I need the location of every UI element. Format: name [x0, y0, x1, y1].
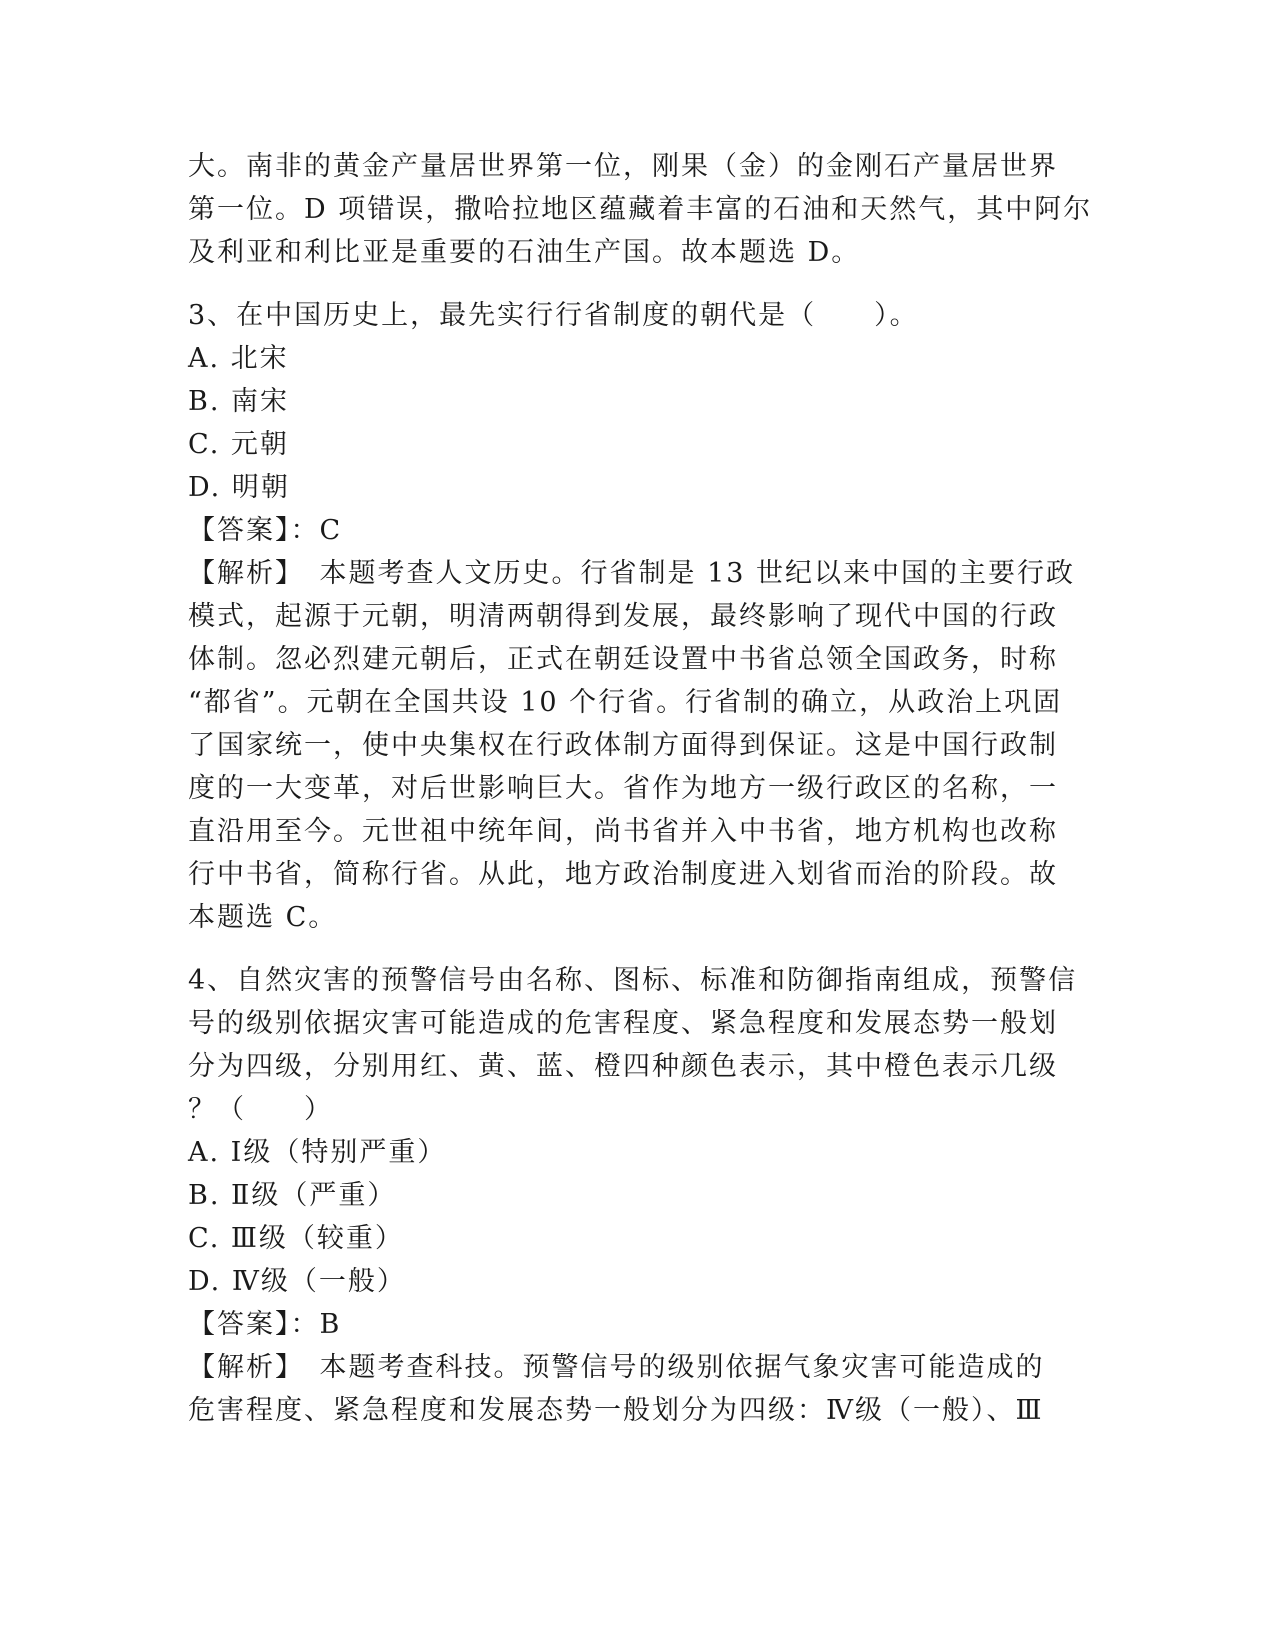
question-3-explanation-line: “都省”。元朝在全国共设 10 个行省。行省制的确立，从政治上巩固	[188, 687, 1063, 718]
question-4-explanation-line: 【解析】 本题考查科技。预警信号的级别依据气象灾害可能造成的	[188, 1352, 1045, 1383]
text-line: 及利亚和利比亚是重要的石油生产国。故本题选 D。	[188, 237, 861, 268]
question-3-explanation-line: 直沿用至今。元世祖中统年间，尚书省并入中书省，地方机构也改称	[188, 816, 1058, 847]
text-line: 大。南非的黄金产量居世界第一位，刚果（金）的金刚石产量居世界	[188, 151, 1058, 182]
question-4-text-line: 号的级别依据灾害可能造成的危害程度、紧急程度和发展态势一般划	[188, 1008, 1058, 1039]
question-3-explanation-line: 了国家统一，使中央集权在行政体制方面得到保证。这是中国行政制	[188, 730, 1058, 761]
question-3-option-d: D. 明朝	[188, 472, 290, 503]
question-4-text-line: ？（ ）	[188, 1094, 333, 1125]
question-3-explanation-line: 模式，起源于元朝，明清两朝得到发展，最终影响了现代中国的行政	[188, 601, 1058, 632]
question-3-option-b: B. 南宋	[188, 386, 290, 417]
text-line: 第一位。D 项错误，撒哈拉地区蕴藏着丰富的石油和天然气，其中阿尔	[188, 194, 1093, 225]
question-3-explanation-line: 度的一大变革，对后世影响巨大。省作为地方一级行政区的名称，一	[188, 773, 1058, 804]
question-3-explanation-line: 【解析】 本题考查人文历史。行省制是 13 世纪以来中国的主要行政	[188, 558, 1076, 589]
question-3	[188, 294, 1088, 939]
document-page	[188, 145, 1093, 1432]
question-3-explanation-line: 本题选 C。	[188, 902, 338, 933]
question-4-explanation-line: 危害程度、紧急程度和发展态势一般划分为四级：Ⅳ级（一般）、Ⅲ	[188, 1395, 1044, 1426]
question-3-explanation-line: 体制。忽必烈建元朝后，正式在朝廷设置中书省总领全国政务，时称	[188, 644, 1058, 675]
question-4-option-c: C. Ⅲ级（较重）	[188, 1223, 404, 1254]
question-4-option-d: D. Ⅳ级（一般）	[188, 1266, 406, 1297]
question-3-answer: 【答案】：C	[188, 515, 343, 546]
question-4-answer: 【答案】：B	[188, 1309, 342, 1340]
question-3-option-c: C. 元朝	[188, 429, 289, 460]
previous-explanation	[188, 145, 1093, 274]
question-4	[188, 959, 1088, 1432]
question-4-option-a: A. Ⅰ级（特别严重）	[188, 1137, 447, 1168]
question-4-text-line: 分为四级，分别用红、黄、蓝、橙四种颜色表示，其中橙色表示几级	[188, 1051, 1058, 1082]
question-4-option-b: B. Ⅱ级（严重）	[188, 1180, 397, 1211]
question-3-option-a: A. 北宋	[188, 343, 289, 374]
question-4-text-line: 4、自然灾害的预警信号由名称、图标、标准和防御指南组成，预警信	[188, 965, 1078, 996]
question-3-explanation-line: 行中书省，简称行省。从此，地方政治制度进入划省而治的阶段。故	[188, 859, 1058, 890]
question-3-text: 3、在中国历史上，最先实行行省制度的朝代是（ ）。	[188, 300, 919, 331]
